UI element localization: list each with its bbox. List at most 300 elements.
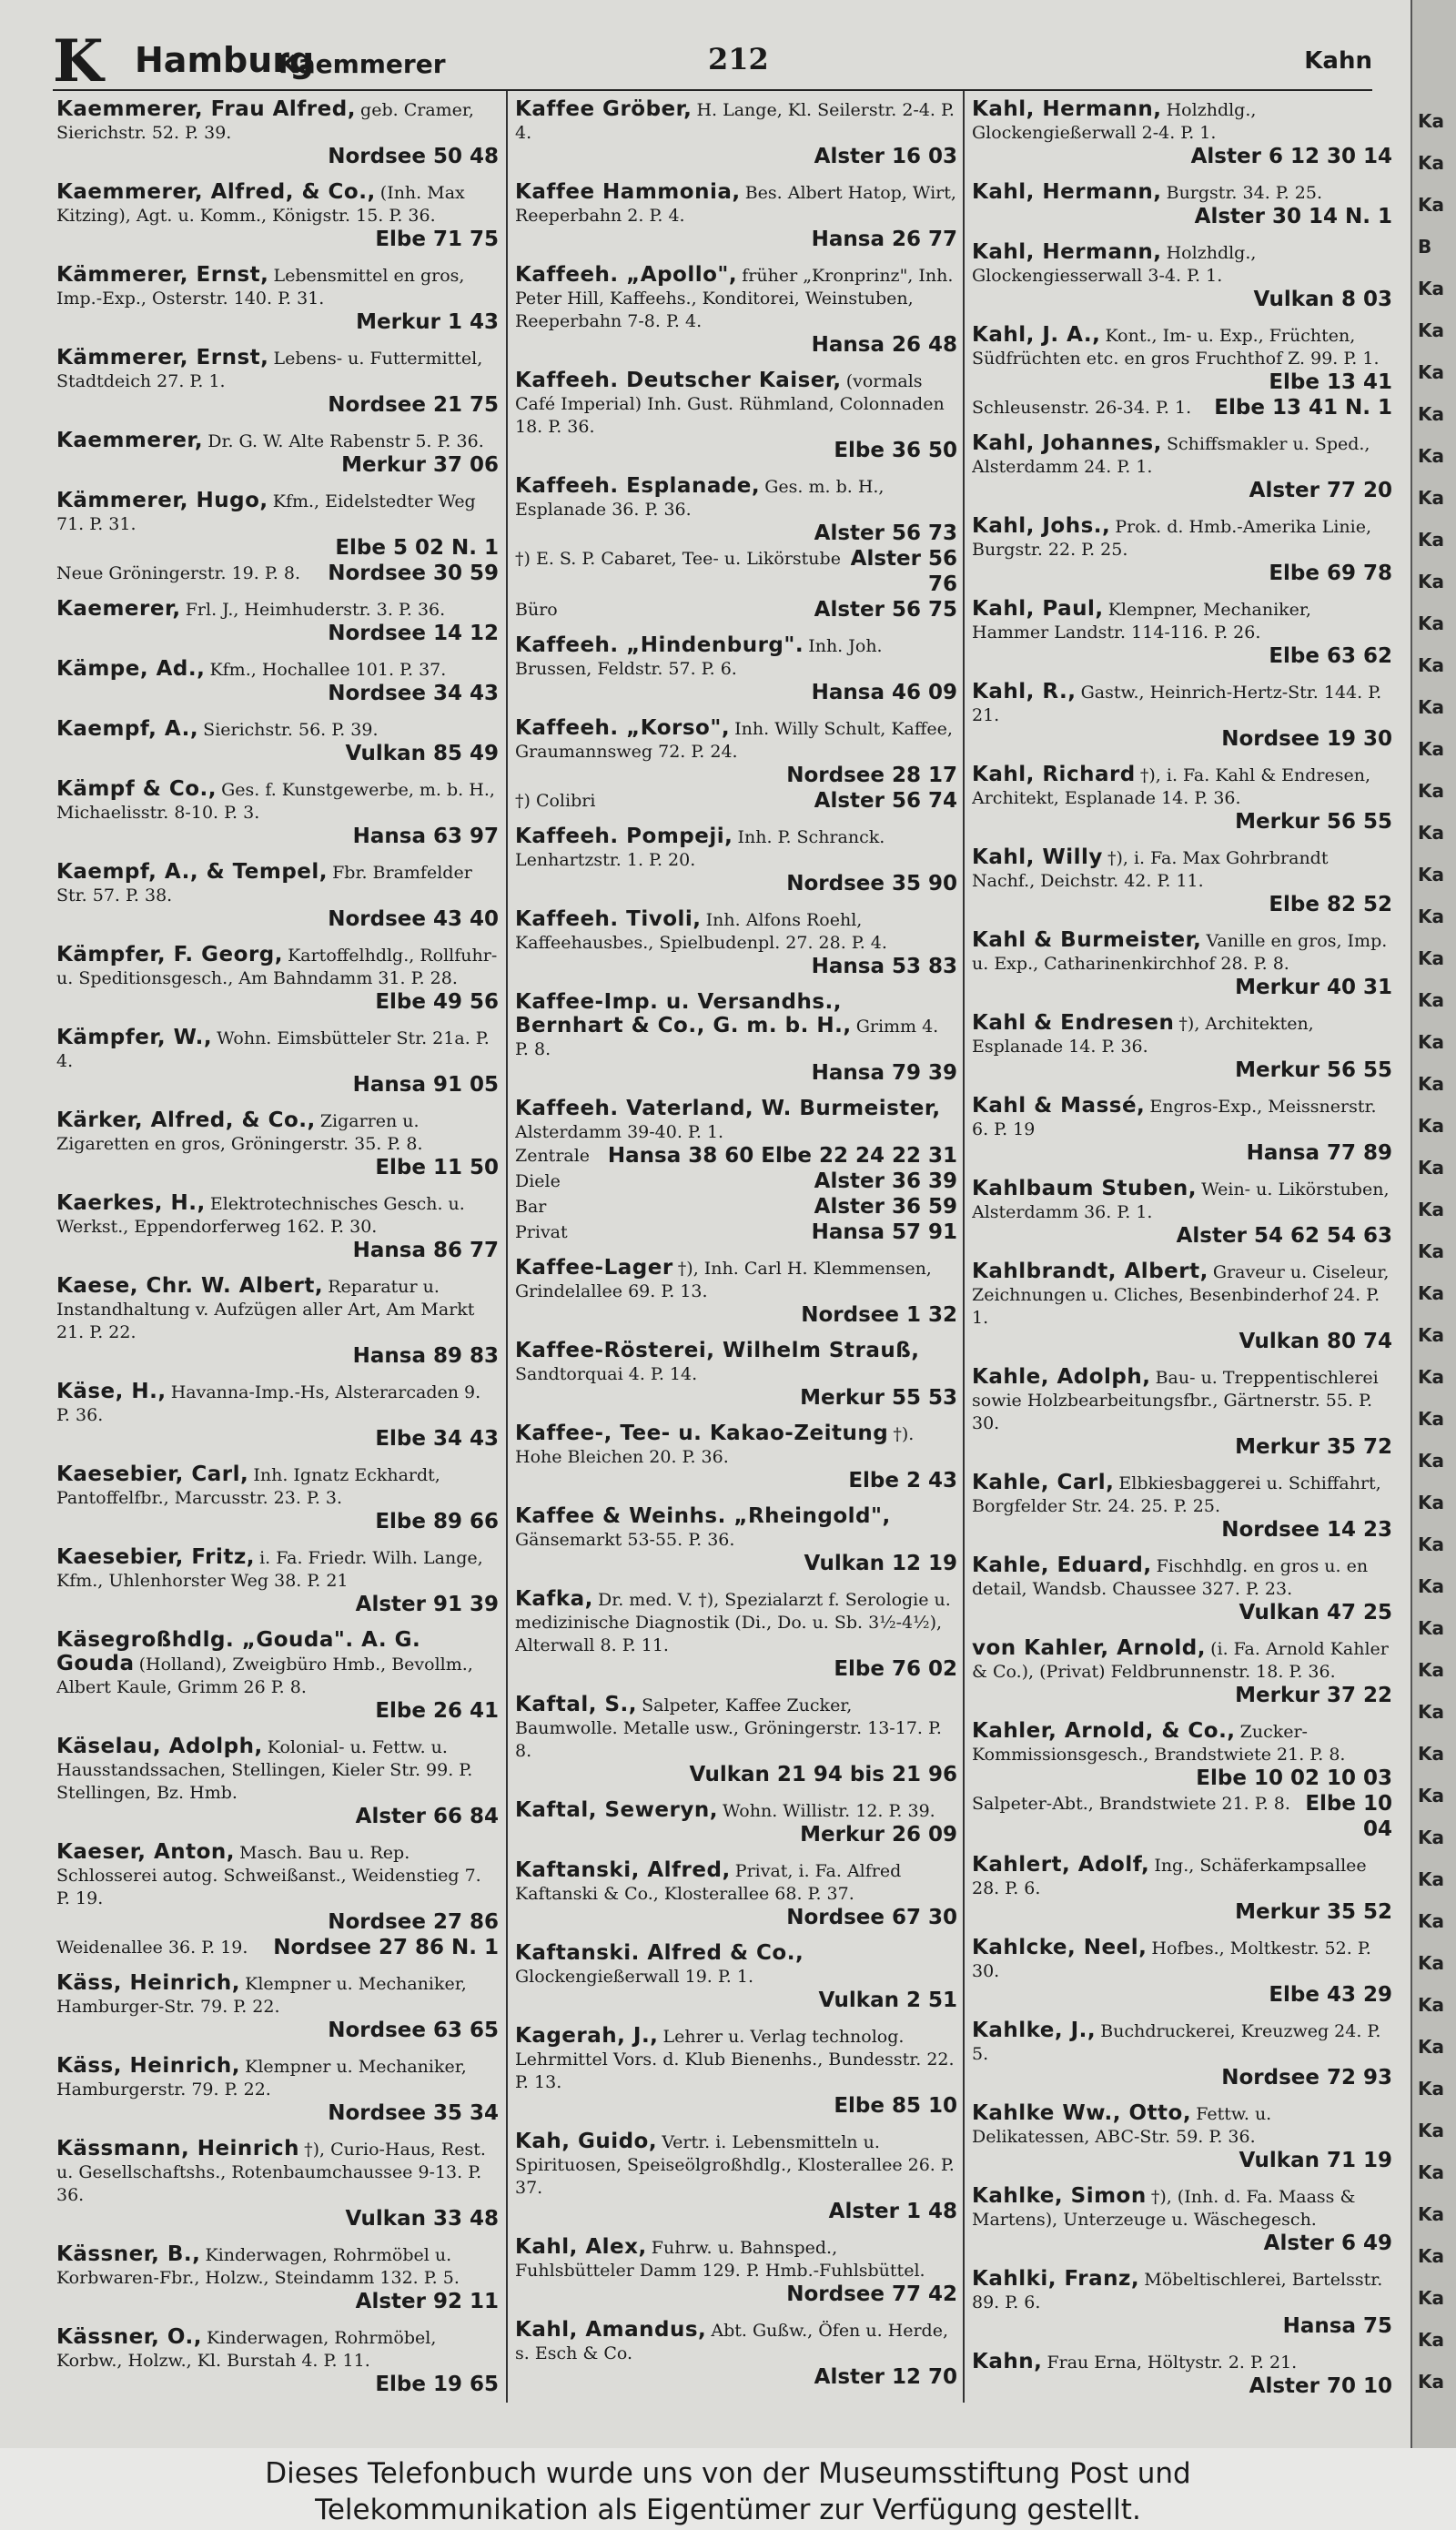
directory-entry	[56, 264, 499, 336]
column-3	[972, 98, 1392, 2401]
phone-line	[972, 727, 1392, 753]
entry-details: Sierichstr. 56. P. 39.	[203, 720, 379, 740]
phone-number: Alster 91 39	[355, 1593, 499, 1616]
section-letter: K	[53, 27, 104, 96]
entry-name: Kahl, Johannes,	[972, 431, 1162, 455]
entry-name: Kaftanski. Alfred & Co.,	[515, 1941, 804, 1965]
phone-line	[972, 1983, 1392, 2009]
adjacent-page-fragment: Ka	[1418, 2329, 1444, 2351]
entry-details: Bes. Albert Hatop, Wirt, Reeperbahn 2. P. 4.	[515, 183, 956, 226]
directory-entry	[972, 1937, 1392, 2009]
entry-details: Bau- u. Treppentischlerei sowie Holzbearbeitungsfbr., Gärtnerstr. 55. P. 30.	[972, 1368, 1379, 1433]
entry-name: Kämmerer, Hugo,	[56, 489, 268, 512]
adjacent-page-fragment: Ka	[1418, 1910, 1444, 1932]
directory-entry	[515, 1257, 957, 1329]
phone-number: Nordsee 67 30	[786, 1906, 957, 1929]
entry-details: Buchdruckerei, Kreuzweg 24. P. 5.	[972, 2021, 1381, 2064]
entry-details: Wohn. Eimsbütteler Str. 21a. P. 4.	[56, 1028, 490, 1071]
directory-entry	[972, 432, 1392, 504]
phone-number: Nordsee 27 86 N. 1	[273, 1936, 499, 1959]
directory-entry	[56, 1546, 499, 1618]
phone-number: Alster 66 84	[355, 1805, 499, 1828]
entry-name: Kässner, O.,	[56, 2325, 202, 2349]
phone-line	[515, 789, 957, 815]
phone-extension-label: Privat	[515, 1222, 568, 1242]
entry-details: Fischhdlg. en gros u. en detail, Wandsb. Chaussee 327. P. 23.	[972, 1556, 1369, 1599]
entry-name: Kahle, Adolph,	[972, 1365, 1151, 1389]
adjacent-page-fragment: Ka	[1418, 780, 1444, 802]
directory-entry	[56, 2055, 499, 2127]
entry-name: Kaftanski, Alfred,	[515, 1858, 731, 1882]
phone-number: Merkur 35 72	[1235, 1435, 1392, 1459]
entry-details: Inh. Willy Schult, Kaffee, Graumannsweg 72. P. 24.	[515, 719, 953, 762]
entry-details: Inh. P. Schranck. Lenhartzstr. 1. P. 20.	[515, 827, 885, 870]
adjacent-page-fragment: Ka	[1418, 906, 1444, 927]
phone-number: Nordsee 30 59	[328, 562, 499, 585]
phone-line	[515, 521, 957, 547]
phone-line	[56, 825, 499, 850]
entry-name: Kaemmerer, Frau Alfred,	[56, 98, 356, 121]
phone-number: Elbe 2 43	[848, 1469, 957, 1493]
phone-line	[515, 228, 957, 253]
adjacent-page-fragment: Ka	[1418, 947, 1444, 969]
entry-name: Kahlert, Adolf,	[972, 1853, 1150, 1877]
entry-name: Kaffeeh. Pompeji,	[515, 825, 733, 848]
phone-line	[972, 1601, 1392, 1626]
phone-number: Nordsee 21 75	[328, 393, 499, 417]
header-city: Hamburg	[135, 40, 315, 80]
directory-entry	[972, 241, 1392, 313]
entry-details: Kont., Im- u. Exp., Früchten, Südfrüchten etc. en gros Fruchthof Z. 99. P. 1.	[972, 326, 1380, 369]
phone-line	[515, 1144, 957, 1169]
entry-name: Kahl, Amandus,	[515, 2318, 707, 2342]
adjacent-page-fragment: Ka	[1418, 1366, 1444, 1388]
phone-line	[515, 1763, 957, 1788]
phone-number: Vulkan 2 51	[818, 1989, 957, 2012]
phone-number: Alster 6 49	[1263, 2231, 1392, 2255]
directory-entry	[972, 1366, 1392, 1461]
phone-number: Nordsee 34 43	[328, 682, 499, 705]
entry-name: Kaese, Chr. W. Albert,	[56, 1274, 324, 1298]
phone-number: Hansa 75	[1282, 2314, 1392, 2338]
phone-number: Elbe 71 75	[375, 228, 499, 251]
phone-number: Nordsee 1 32	[801, 1303, 957, 1327]
directory-entry	[515, 1588, 957, 1683]
adjacent-page-fragment: Ka	[1418, 194, 1444, 216]
adjacent-page-fragment: Ka	[1418, 278, 1444, 299]
adjacent-page-letters	[1418, 100, 1456, 2403]
directory-entry	[56, 778, 499, 850]
phone-number: Elbe 19 65	[375, 2373, 499, 2396]
entry-name: Kaerkes, H.,	[56, 1191, 206, 1215]
entry-details: (Holland), Zweigbüro Hmb., Bevollm., Albert Kaule, Grimm 26 P. 8.	[56, 1655, 473, 1697]
phone-line	[56, 1073, 499, 1098]
entry-details: †), Curio-Haus, Rest. u. Gesellschaftshs., Rotenbaumchaussee 9-13. P. 36.	[56, 2140, 486, 2205]
entry-details: Kartoffelhdlg., Rollfuhr- u. Speditionsgesch., Am Bahndamm 31. P. 28.	[56, 946, 498, 988]
phone-number: Elbe 76 02	[834, 1657, 957, 1681]
entry-details: früher „Kronprinz", Inh. Peter Hill, Kaffeehs., Konditorei, Weinstuben, Reeperbahn 7-8. P. 4.	[515, 266, 954, 331]
entry-details: †), Inh. Carl H. Klemmensen, Grindelallee 69. P. 13.	[515, 1259, 932, 1301]
adjacent-page-fragment: Ka	[1418, 529, 1444, 551]
entry-name: Kaempf, A., & Tempel,	[56, 860, 329, 884]
phone-line	[972, 1792, 1392, 1843]
phone-number: Elbe 49 56	[375, 990, 499, 1014]
entry-details: Dr. G. W. Alte Rabenstr 5. P. 36.	[207, 431, 484, 451]
phone-line	[515, 1061, 957, 1087]
entry-name: Kahlbaum Stuben,	[972, 1177, 1198, 1200]
entry-details: i. Fa. Friedr. Wilh. Lange, Kfm., Uhlenhorster Weg 38. P. 21	[56, 1548, 483, 1591]
entry-details: Zucker-Kommissionsgesch., Brandstwiete 21. P. 8.	[972, 1722, 1346, 1765]
entry-name: Kaempf, A.,	[56, 717, 199, 741]
phone-extension-label: Bar	[515, 1197, 547, 1217]
footer-line-1: Dieses Telefonbuch wurde uns von der Museumsstiftung Post und	[265, 2457, 1191, 2490]
phone-number: Hansa 26 48	[811, 333, 957, 357]
entry-name: Käss, Heinrich,	[56, 2054, 241, 2078]
adjacent-page-fragment: Ka	[1418, 403, 1444, 425]
entry-name: Kämpfer, F. Georg,	[56, 943, 283, 966]
directory-entry	[972, 2268, 1392, 2340]
phone-line	[515, 439, 957, 464]
phone-number: Elbe 13 41 N. 1	[1214, 396, 1392, 420]
phone-line	[56, 2207, 499, 2232]
phone-extension-label: Diele	[515, 1171, 561, 1191]
directory-entry	[972, 1720, 1392, 1843]
entry-details: Möbeltischlerei, Bartelsstr. 89. P. 6.	[972, 2270, 1383, 2312]
phone-line	[56, 1344, 499, 1370]
entry-details: Privat, i. Fa. Alfred Kaftanski & Co., Klosterallee 68. P. 37.	[515, 1861, 902, 1904]
entry-details: †), i. Fa. Max Gohrbrandt Nachf., Deichstr. 42. P. 11.	[972, 848, 1329, 891]
phone-line	[56, 228, 499, 253]
phone-number: Vulkan 47 25	[1239, 1601, 1392, 1624]
directory-entry	[56, 2138, 499, 2232]
directory-entry	[56, 430, 499, 479]
entry-details: Lebensmittel en gros, Imp.-Exp., Osterstr. 140. P. 31.	[56, 266, 465, 309]
directory-entry	[972, 181, 1392, 230]
adjacent-page-fragment: Ka	[1418, 445, 1444, 467]
phone-number: Nordsee 72 93	[1221, 2066, 1392, 2090]
phone-extension-label: Schleusenstr. 26-34. P. 1.	[972, 398, 1192, 418]
phone-line	[972, 2314, 1392, 2340]
entry-details: Dr. med. V. †), Spezialarzt f. Serologie u. medizinische Diagnostik (Di., Do. u. Sb. 3½-4½), Alterwall 8. P. 11.	[515, 1590, 951, 1655]
phone-number: Nordsee 77 42	[786, 2282, 957, 2306]
directory-entry	[515, 1859, 957, 1931]
adjacent-page-fragment: Ka	[1418, 1533, 1444, 1555]
directory-entry	[56, 1736, 499, 1830]
entry-name: Kämpfer, W.,	[56, 1026, 213, 1049]
entry-details: Klempner u. Mechaniker, Hamburgerstr. 79. P. 22.	[56, 2057, 467, 2100]
entry-details: Vertr. i. Lebensmitteln u. Spirituosen, Speiseölgroßhdlg., Klosterallee 26. P. 37.	[515, 2132, 955, 2198]
entry-details: Gänsemarkt 53-55. P. 36.	[515, 1530, 735, 1550]
adjacent-page-fragment: Ka	[1418, 1282, 1444, 1304]
directory-entry	[972, 2185, 1392, 2257]
phone-line	[515, 145, 957, 170]
phone-number: Hansa 63 97	[352, 825, 499, 848]
entry-details: Frl. J., Heimhuderstr. 3. P. 36.	[185, 600, 446, 620]
phone-number: Merkur 40 31	[1235, 976, 1392, 999]
entry-details: Frau Erna, Höltystr. 2. P. 21.	[1046, 2353, 1298, 2373]
phone-number: Elbe 36 50	[834, 439, 957, 462]
phone-line	[972, 810, 1392, 835]
directory-entry	[972, 2351, 1392, 2400]
phone-number: Hansa 53 83	[811, 955, 957, 978]
entry-name: Kahl, Hermann,	[972, 98, 1162, 121]
entry-details: †). Hohe Bleichen 20. P. 36.	[515, 1424, 915, 1467]
adjacent-page-fragment: Ka	[1418, 2078, 1444, 2100]
entry-name: Kaemerer,	[56, 597, 181, 621]
phone-number: Merkur 56 55	[1235, 810, 1392, 834]
phone-line	[972, 1518, 1392, 1543]
entry-details: Fuhrw. u. Bahnsped., Fuhlsbütteler Damm 129. P. Hmb.-Fuhlsbüttel.	[515, 2238, 925, 2281]
phone-number: Vulkan 12 19	[804, 1552, 957, 1575]
phone-number: Merkur 26 09	[800, 1823, 957, 1847]
entry-name: Kaffeeh. „Korso",	[515, 716, 731, 740]
phone-line	[972, 1224, 1392, 1250]
entry-details: Havanna-Imp.-Hs, Alsterarcaden 9. P. 36.	[56, 1382, 481, 1425]
directory-entry	[515, 1942, 957, 2014]
entry-name: Kagerah, J.,	[515, 2024, 659, 2048]
directory-entry	[972, 1178, 1392, 1250]
directory-entry	[56, 98, 499, 170]
entry-details: Ing., Schäferkampsallee 28. P. 6.	[972, 1856, 1367, 1898]
entry-details: H. Lange, Kl. Seilerstr. 2-4. P. 4.	[515, 100, 955, 143]
phone-number: Hansa 89 83	[352, 1344, 499, 1368]
phone-line	[972, 1330, 1392, 1355]
entry-details: Fbr. Bramfelder Str. 57. P. 38.	[56, 863, 472, 906]
directory-entry	[515, 634, 957, 706]
phone-line	[515, 2365, 957, 2391]
phone-number: Elbe 63 62	[1269, 644, 1392, 668]
phone-number: Alster 56 76	[850, 547, 957, 596]
phone-line	[56, 1239, 499, 1264]
phone-number: Elbe 10 02 10 03	[1196, 1766, 1392, 1790]
directory-entry	[515, 717, 957, 815]
entry-name: Kahl & Burmeister,	[972, 928, 1202, 952]
adjacent-page-fragment: Ka	[1418, 110, 1444, 132]
adjacent-page-fragment: Ka	[1418, 361, 1444, 383]
directory-entry	[972, 324, 1392, 421]
phone-number: Hansa 26 77	[811, 228, 957, 251]
adjacent-page-fragment: Ka	[1418, 1115, 1444, 1137]
entry-details: Masch. Bau u. Rep. Schlosserei autog. Schweißanst., Weidenstieg 7. P. 19.	[56, 1843, 481, 1908]
entry-name: Kahl & Endresen	[972, 1011, 1175, 1035]
column-divider	[506, 91, 508, 2403]
adjacent-page-fragment: Ka	[1418, 1952, 1444, 1974]
phone-number: Vulkan 80 74	[1239, 1330, 1392, 1353]
adjacent-page-fragment: Ka	[1418, 2161, 1444, 2183]
phone-number: Elbe 13 41	[1269, 370, 1392, 394]
entry-details: Wohn. Willistr. 12. P. 39.	[723, 1801, 935, 1821]
phone-line	[972, 1435, 1392, 1461]
phone-number: Alster 30 14 N. 1	[1194, 205, 1392, 228]
entry-details: Lebens- u. Futtermittel, Stadtdeich 27. P. 1.	[56, 349, 483, 391]
column-1	[56, 98, 499, 2401]
phone-line	[515, 1220, 957, 1246]
phone-number: Alster 56 74	[814, 789, 957, 813]
directory-entry	[56, 347, 499, 419]
adjacent-page-fragment: Ka	[1418, 1785, 1444, 1806]
entry-name: Kaffeeh. Esplanade,	[515, 474, 761, 498]
phone-number: Vulkan 33 48	[345, 2207, 499, 2231]
phone-number: Nordsee 14 23	[1221, 1518, 1392, 1542]
phone-number: Merkur 37 06	[341, 453, 499, 477]
directory-entry	[56, 1275, 499, 1370]
adjacent-page-fragment: Ka	[1418, 2287, 1444, 2309]
phone-line	[515, 1906, 957, 1931]
entry-name: Käse, H.,	[56, 1380, 167, 1403]
adjacent-page-fragment: Ka	[1418, 696, 1444, 718]
directory-entry	[515, 991, 957, 1087]
directory-entry	[56, 181, 499, 253]
phone-line	[56, 622, 499, 647]
phone-number: Alster 1 48	[828, 2200, 957, 2223]
directory-entry	[515, 1340, 957, 1412]
directory-entry	[56, 490, 499, 587]
phone-number: Nordsee 14 12	[328, 622, 499, 645]
phone-line	[972, 1684, 1392, 1709]
phone-line	[972, 288, 1392, 313]
directory-entry	[515, 2236, 957, 2308]
phone-line	[56, 1936, 499, 1961]
entry-details: Kinderwagen, Rohrmöbel u. Korbwaren-Fbr., Holzw., Steindamm 132. P. 5.	[56, 2245, 460, 2288]
phone-line	[56, 1910, 499, 1936]
entry-name: Kaffeeh. Tivoli,	[515, 907, 702, 931]
phone-number: Nordsee 35 34	[328, 2101, 499, 2125]
phone-number: Alster 92 11	[355, 2290, 499, 2313]
phone-line	[515, 2200, 957, 2225]
entry-details: Kfm., Hochallee 101. P. 37.	[209, 660, 447, 680]
phone-line	[972, 2066, 1392, 2091]
entry-details: Ges. m. b. H., Esplanade 36. P. 36.	[515, 477, 885, 520]
directory-entry	[515, 1098, 957, 1246]
entry-details: (vormals Café Imperial) Inh. Gust. Rühmland, Colonnaden 18. P. 36.	[515, 371, 945, 437]
footer-notice	[0, 2448, 1456, 2530]
entry-name: Kämpe, Ad.,	[56, 657, 206, 681]
adjacent-page-fragment: Ka	[1418, 1743, 1444, 1765]
phone-extension-label: Zentrale	[515, 1146, 591, 1166]
entry-name: Kahl, Hermann,	[972, 240, 1162, 264]
entry-name: Kahl, R.,	[972, 680, 1077, 703]
directory-entry	[56, 944, 499, 1016]
entry-details: (i. Fa. Arnold Kahler & Co.), (Privat) Feldbrunnenstr. 18. P. 36.	[972, 1639, 1389, 1682]
phone-line	[56, 1427, 499, 1452]
phone-line	[56, 742, 499, 767]
phone-line	[515, 1989, 957, 2014]
phone-number: Elbe 85 10	[834, 2094, 957, 2118]
phone-number: Elbe 89 66	[375, 1510, 499, 1533]
entry-name: Kaffee Gröber,	[515, 98, 693, 121]
phone-extension-label: Neue Gröningerstr. 19. P. 8.	[56, 563, 300, 583]
directory-entry	[972, 1554, 1392, 1626]
phone-number: Elbe 11 50	[375, 1156, 499, 1179]
adjacent-page-fragment: Ka	[1418, 571, 1444, 592]
phone-line	[515, 1823, 957, 1848]
phone-line	[515, 1195, 957, 1220]
adjacent-page-fragment: Ka	[1418, 319, 1444, 341]
phone-line	[972, 396, 1392, 421]
adjacent-page-fragment: Ka	[1418, 1073, 1444, 1095]
directory-entry	[515, 475, 957, 623]
entry-name: Kässmann, Heinrich	[56, 2137, 300, 2161]
directory-entry	[56, 2326, 499, 2398]
entry-details: †), Architekten, Esplanade 14. P. 36.	[972, 1014, 1314, 1057]
phone-number: Nordsee 27 86	[328, 1910, 499, 1934]
directory-entry	[56, 1027, 499, 1098]
phone-line	[515, 333, 957, 359]
entry-details: Fettw. u. Delikatessen, ABC-Str. 59. P. 36.	[972, 2104, 1272, 2147]
adjacent-page-fragment: Ka	[1418, 2203, 1444, 2225]
adjacent-page-fragment: Ka	[1418, 2371, 1444, 2393]
phone-number: Elbe 5 02 N. 1	[335, 536, 499, 560]
page-number: 212	[708, 42, 769, 76]
entry-name: Kahlcke, Neel,	[972, 1936, 1148, 1959]
entry-name: Kahle, Carl,	[972, 1471, 1115, 1494]
phone-line	[972, 2231, 1392, 2257]
phone-extension-label: †) E. S. P. Cabaret, Tee- u. Likörstube	[515, 549, 841, 569]
phone-number: Nordsee 50 48	[328, 145, 499, 168]
phone-extension-label: †) Colibri	[515, 791, 596, 811]
phone-line	[56, 682, 499, 707]
phone-number: Hansa 46 09	[811, 681, 957, 704]
entry-details: Salpeter, Kaffee Zucker, Baumwolle. Metalle usw., Gröningerstr. 13-17. P. 8.	[515, 1695, 942, 1761]
entry-name: Kaesebier, Fritz,	[56, 1545, 255, 1569]
entry-name: Kaffee & Weinhs. „Rheingold",	[515, 1504, 891, 1528]
entry-name: Kahl, Paul,	[972, 597, 1104, 621]
entry-details: Elbkiesbaggerei u. Schiffahrt, Borgfelder Str. 24. 25. P. 25.	[972, 1473, 1381, 1516]
phone-line	[515, 764, 957, 789]
entry-details: Holzhdlg., Glockengiesserwall 3-4. P. 1.	[972, 243, 1257, 286]
entry-details: Holzhdlg., Glockengießerwall 2-4. P. 1.	[972, 100, 1257, 143]
phone-number: Hansa 77 89	[1246, 1141, 1392, 1165]
directory-entry	[56, 598, 499, 647]
entry-name: Kämmerer, Ernst,	[56, 263, 269, 287]
adjacent-page-fragment: Ka	[1418, 1617, 1444, 1639]
phone-number: Merkur 35 52	[1235, 1900, 1392, 1924]
directory-entry	[515, 98, 957, 170]
directory-entry	[56, 1381, 499, 1452]
footer-line-2: Telekommunikation als Eigentümer zur Verfügung gestellt.	[315, 2494, 1141, 2526]
entry-name: Kaemmerer, Alfred, & Co.,	[56, 180, 376, 204]
entry-details: Vanille en gros, Imp. u. Exp., Catharinenkirchhof 28. P. 8.	[972, 931, 1388, 974]
phone-line	[515, 681, 957, 706]
entry-name: Kaffee Hammonia,	[515, 180, 741, 204]
phone-line	[56, 1805, 499, 1830]
adjacent-page-fragment: Ka	[1418, 1868, 1444, 1890]
phone-number: Hansa 57 91	[811, 1220, 957, 1244]
entry-details: Inh. Ignatz Eckhardt, Pantoffelfbr., Marcusstr. 23. P. 3.	[56, 1465, 440, 1508]
directory-entry	[515, 2319, 957, 2391]
phone-number: Merkur 37 22	[1235, 1684, 1392, 1707]
phone-line	[56, 2373, 499, 2398]
phone-line	[972, 1058, 1392, 1084]
phone-number: Alster 6 12 30 14	[1190, 145, 1392, 168]
phone-extension-label: Büro	[515, 600, 558, 620]
directory-entry	[972, 98, 1392, 170]
entry-name: Käselau, Adolph,	[56, 1735, 263, 1758]
entry-details: Ges. f. Kunstgewerbe, m. b. H., Michaelisstr. 8-10. P. 3.	[56, 780, 495, 823]
header-last-entry: Kahn	[1304, 47, 1372, 75]
directory-entry	[56, 1463, 499, 1535]
phone-line	[56, 990, 499, 1016]
adjacent-page-fragment: Ka	[1418, 1324, 1444, 1346]
entry-details: Klempner u. Mechaniker, Hamburger-Str. 79. P. 22.	[56, 1974, 467, 2017]
phone-number: Merkur 1 43	[356, 310, 499, 334]
entry-details: Kinderwagen, Rohrmöbel, Korbw., Holzw., Kl. Burstah 4. P. 11.	[56, 2328, 437, 2371]
entry-details: †), (Inh. d. Fa. Maass & Martens), Unterzeuge u. Wäschegesch.	[972, 2187, 1356, 2230]
phone-line	[56, 2019, 499, 2044]
phone-line	[972, 370, 1392, 396]
entry-details: Elektrotechnisches Gesch. u. Werkst., Eppendorferweg 162. P. 30.	[56, 1194, 465, 1237]
directory-entry	[515, 825, 957, 897]
